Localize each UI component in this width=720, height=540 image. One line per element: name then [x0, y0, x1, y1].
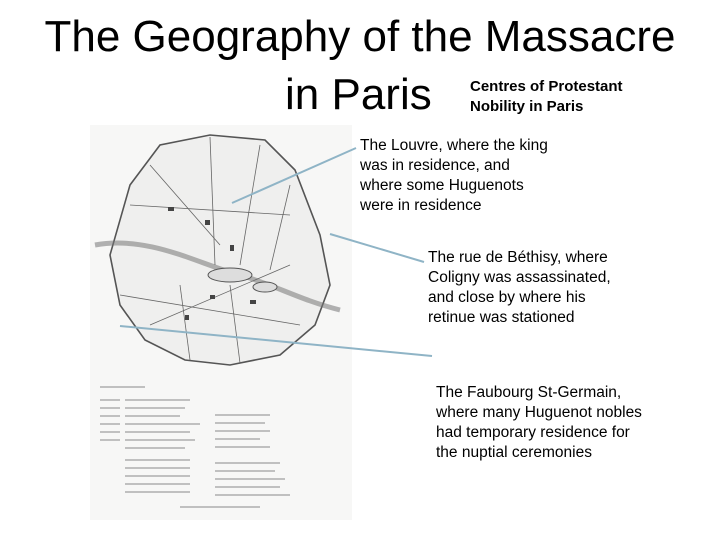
description-line: where some Huguenots — [360, 177, 524, 194]
description-louvre — [360, 136, 548, 216]
slide-subtitle — [470, 77, 623, 117]
description-line: The rue de Béthisy, where — [428, 249, 608, 266]
subtitle-line: Nobility in Paris — [470, 98, 584, 115]
subtitle-line: Centres of Protestant — [470, 78, 623, 95]
description-line: Coligny was assassinated, — [428, 269, 611, 286]
description-line: had temporary residence for — [436, 424, 630, 441]
paris-map-drawing — [90, 125, 352, 520]
description-line: retinue was stationed — [428, 309, 575, 326]
description-line: where many Huguenot nobles — [436, 404, 642, 421]
description-line: the nuptial ceremonies — [436, 444, 592, 461]
description-line: were in residence — [360, 197, 482, 214]
description-line: The Louvre, where the king — [360, 137, 548, 154]
description-rue-de-bethisy — [428, 248, 611, 328]
slide-title-line-2: in Paris — [285, 70, 432, 119]
description-line: and close by where his — [428, 289, 586, 306]
description-line: was in residence, and — [360, 157, 510, 174]
description-faubourg-st-germain — [436, 383, 642, 463]
slide-title-line-1: The Geography of the Massacre — [44, 12, 676, 61]
description-line: The Faubourg St-Germain, — [436, 384, 622, 401]
paris-map-image — [90, 125, 352, 520]
